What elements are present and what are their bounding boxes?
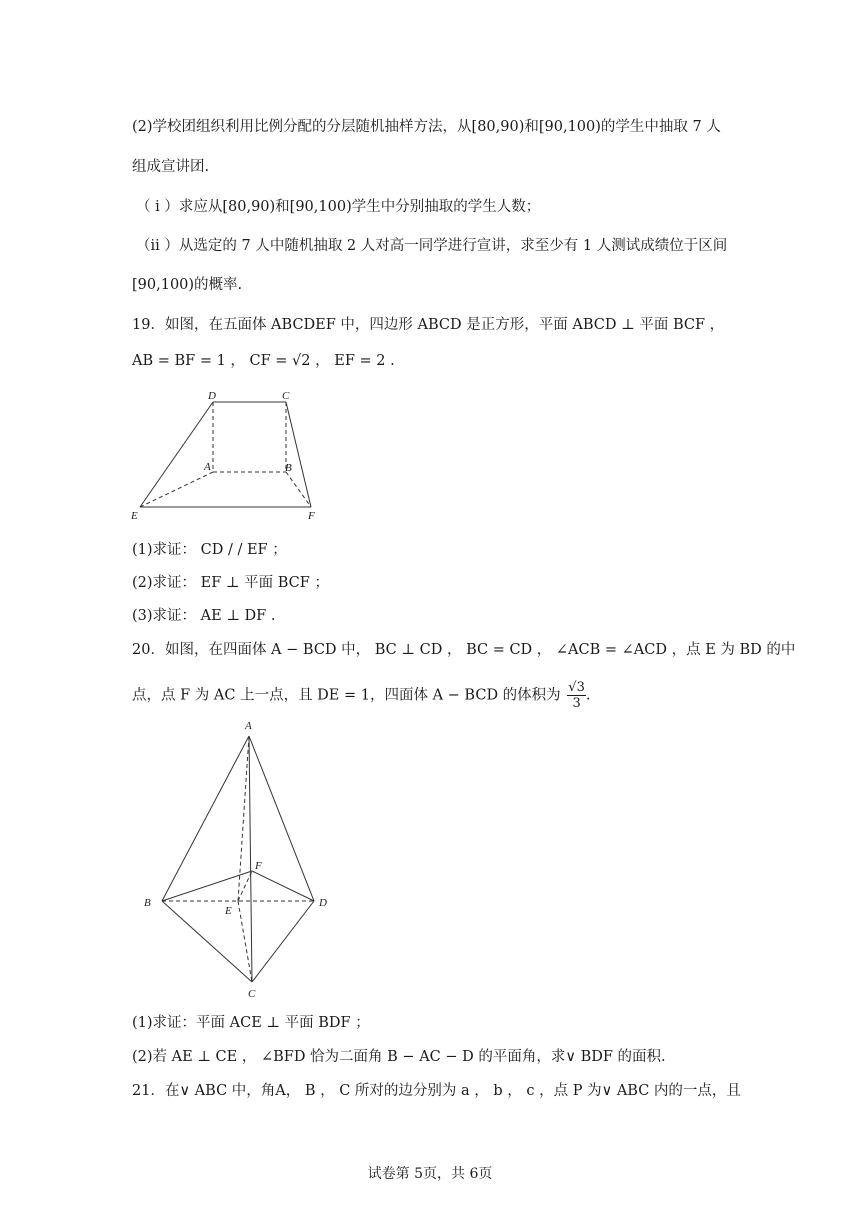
line-q20-stem-cont: [132, 680, 590, 711]
line-q18-part2-i: （ i ）求应从[80,90)和[90,100)学生中分别抽取的学生人数；: [136, 199, 541, 215]
line-q18-part2: (2)学校团组织利用比例分配的分层随机抽样方法，从[80,90)和[90,100)的学生中抽取 7 人: [132, 119, 721, 135]
fig19-label-f: F: [308, 510, 315, 522]
volume-suffix: .: [585, 687, 591, 704]
line-q19-given: AB = BF = 1 ， CF = √2 ， EF = 2 .: [132, 353, 395, 369]
line-q19-part1: (1)求证： CD / / EF ；: [132, 542, 287, 558]
volume-numerator: √3: [568, 680, 585, 695]
fig19-label-d: D: [208, 390, 216, 402]
line-q20-part1: (1)求证：平面 ACE ⊥ 平面 BDF ；: [132, 1015, 370, 1031]
line-q18-part2-ii: （ii ）从选定的 7 人中随机抽取 2 人对高一同学进行宣讲，求至少有 1 人测试成绩位于区间: [136, 238, 728, 254]
line-q19-part2: (2)求证： EF ⊥ 平面 BCF ；: [132, 575, 329, 591]
fig20-label-c: C: [248, 988, 256, 1000]
fig19-label-a: A: [204, 461, 211, 473]
fig19-label-c: C: [282, 390, 290, 402]
fig20-label-b: B: [144, 897, 151, 909]
q20-stem-cont-text: 点，点 F 为 AC 上一点，且 DE = 1，四面体 A − BCD 的体积为: [132, 687, 561, 704]
fig20-label-e: E: [225, 905, 232, 917]
volume-denominator: 3: [572, 696, 581, 711]
line-q18-part2-ii-cont: [90,100)的概率.: [132, 277, 243, 293]
line-q19-part3: (3)求证： AE ⊥ DF .: [132, 608, 276, 624]
line-q21-stem: 21．在∨ ABC 中，角A， B ， C 所对的边分别为 a ， b ， c ，点 P 为∨ ABC 内的一点，且: [132, 1083, 741, 1099]
line-q20-stem: 20．如图，在四面体 A − BCD 中， BC ⊥ CD ， BC = CD ， ∠ACB = ∠ACD ，点 E 为 BD 的中: [132, 642, 796, 658]
figure-20-tetrahedron: [140, 718, 340, 1008]
line-q20-part2: (2)若 AE ⊥ CE ， ∠BFD 恰为二面角 B − AC − D 的平面角，求∨ BDF 的面积.: [132, 1049, 666, 1065]
fig19-label-b: B: [285, 462, 292, 474]
fig19-label-e: E: [131, 510, 138, 522]
figure-19-pentahedron: [128, 388, 328, 523]
fig20-label-f: F: [255, 860, 262, 872]
fig20-label-a: A: [245, 720, 252, 732]
line-q18-part2-cont: 组成宣讲团.: [132, 159, 210, 175]
volume-fraction: [567, 680, 586, 711]
line-q19-stem: 19．如图，在五面体 ABCDEF 中，四边形 ABCD 是正方形，平面 ABCD ⊥ 平面 BCF ，: [132, 317, 725, 333]
page-footer: 试卷第 5页，共 6页: [367, 1166, 493, 1182]
fig20-label-d: D: [319, 897, 327, 909]
